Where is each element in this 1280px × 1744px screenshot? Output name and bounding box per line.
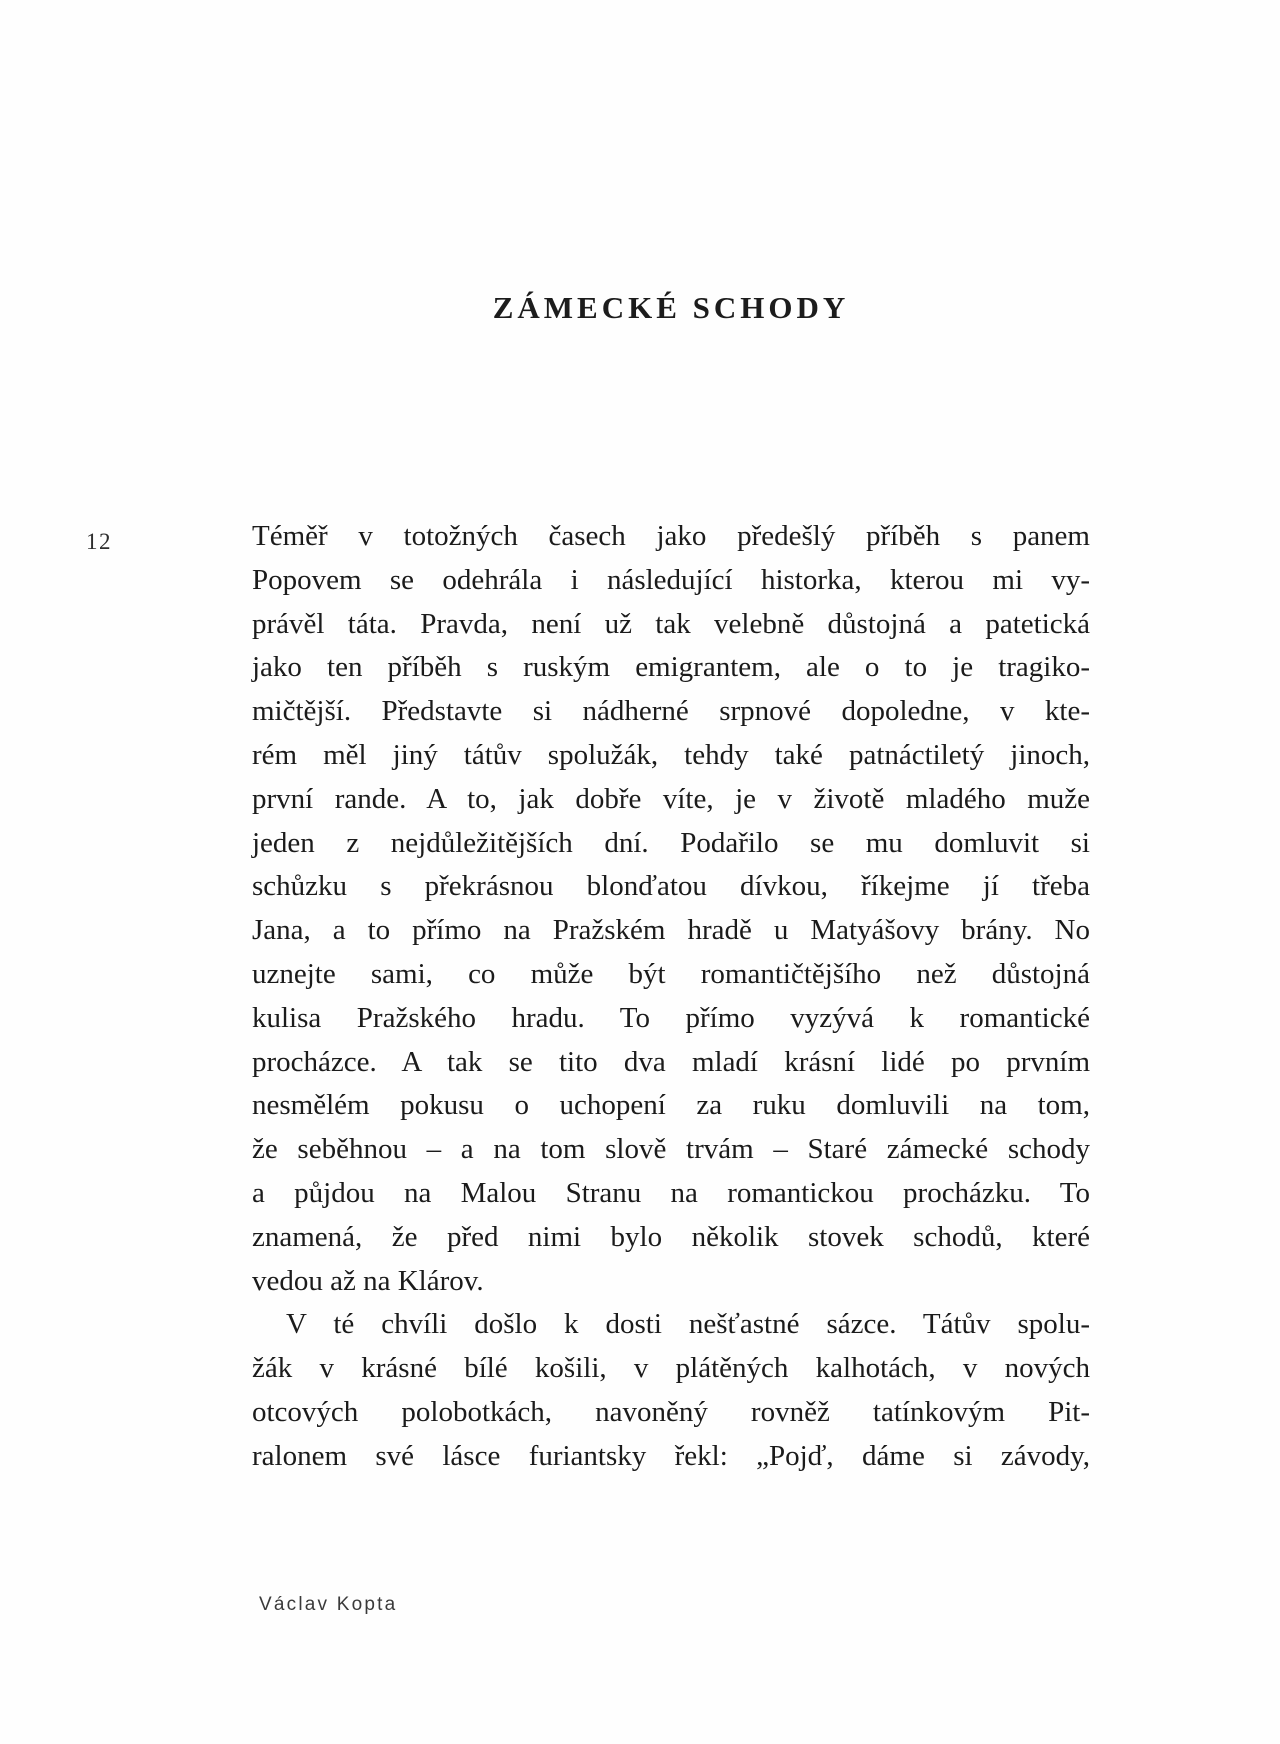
text-line: otcových polobotkách, navoněný rovněž tatínkovým Pit- bbox=[252, 1395, 1090, 1428]
text-line: nesmělém pokusu o uchopení za ruku domluvili na tom, bbox=[252, 1089, 1090, 1122]
footer-author: Václav Kopta bbox=[259, 1594, 398, 1615]
text-line: že seběhnou – a na tom slově trvám – Staré zámecké schody bbox=[252, 1133, 1090, 1166]
text-line: žák v krásné bílé košili, v plátěných kalhotách, v nových bbox=[252, 1352, 1090, 1385]
text-line: ralonem své lásce furiantsky řekl: „Pojď, dáme si závody, bbox=[252, 1439, 1090, 1472]
text-line: uznejte sami, co může být romantičtějšího než důstojná bbox=[252, 957, 1090, 990]
text-line: jeden z nejdůležitějších dní. Podařilo se mu domluvit si bbox=[252, 826, 1090, 859]
text-line: znamená, že před nimi bylo několik stovek schodů, které bbox=[252, 1220, 1090, 1253]
text-line: kulisa Pražského hradu. To přímo vyzývá k romantické bbox=[252, 1001, 1090, 1034]
text-line: Téměř v totožných časech jako předešlý příběh s panem bbox=[252, 520, 1090, 552]
text-line: mičtější. Představte si nádherné srpnové dopoledne, v kte- bbox=[252, 695, 1090, 728]
text-line: schůzku s překrásnou blonďatou dívkou, říkejme jí třeba bbox=[252, 870, 1090, 903]
page-number: 12 bbox=[86, 529, 112, 554]
text-line-paragraph-start: V té chvíli došlo k dosti nešťastné sázce. Tátův spolu- bbox=[286, 1308, 1090, 1341]
text-line: Jana, a to přímo na Pražském hradě u Matyášovy brány. No bbox=[252, 914, 1090, 947]
body-text bbox=[252, 515, 1090, 1479]
text-line: rém měl jiný tátův spolužák, tehdy také patnáctiletý jinoch, bbox=[252, 738, 1090, 771]
text-line: a půjdou na Malou Stranu na romantickou procházku. To bbox=[252, 1176, 1090, 1209]
text-line-paragraph-end: vedou až na Klárov. bbox=[252, 1264, 484, 1297]
text-line: právěl táta. Pravda, není už tak velebně důstojná a patetická bbox=[252, 607, 1090, 640]
text-line: jako ten příběh s ruským emigrantem, ale o to je tragiko- bbox=[252, 651, 1090, 684]
text-line: procházce. A tak se tito dva mladí krásní lidé po prvním bbox=[252, 1045, 1090, 1078]
chapter-title: ZÁMECKÉ SCHODY bbox=[492, 290, 850, 325]
text-line: Popovem se odehrála i následující historka, kterou mi vy- bbox=[252, 563, 1090, 596]
text-line: první rande. A to, jak dobře víte, je v životě mladého muže bbox=[252, 782, 1090, 815]
